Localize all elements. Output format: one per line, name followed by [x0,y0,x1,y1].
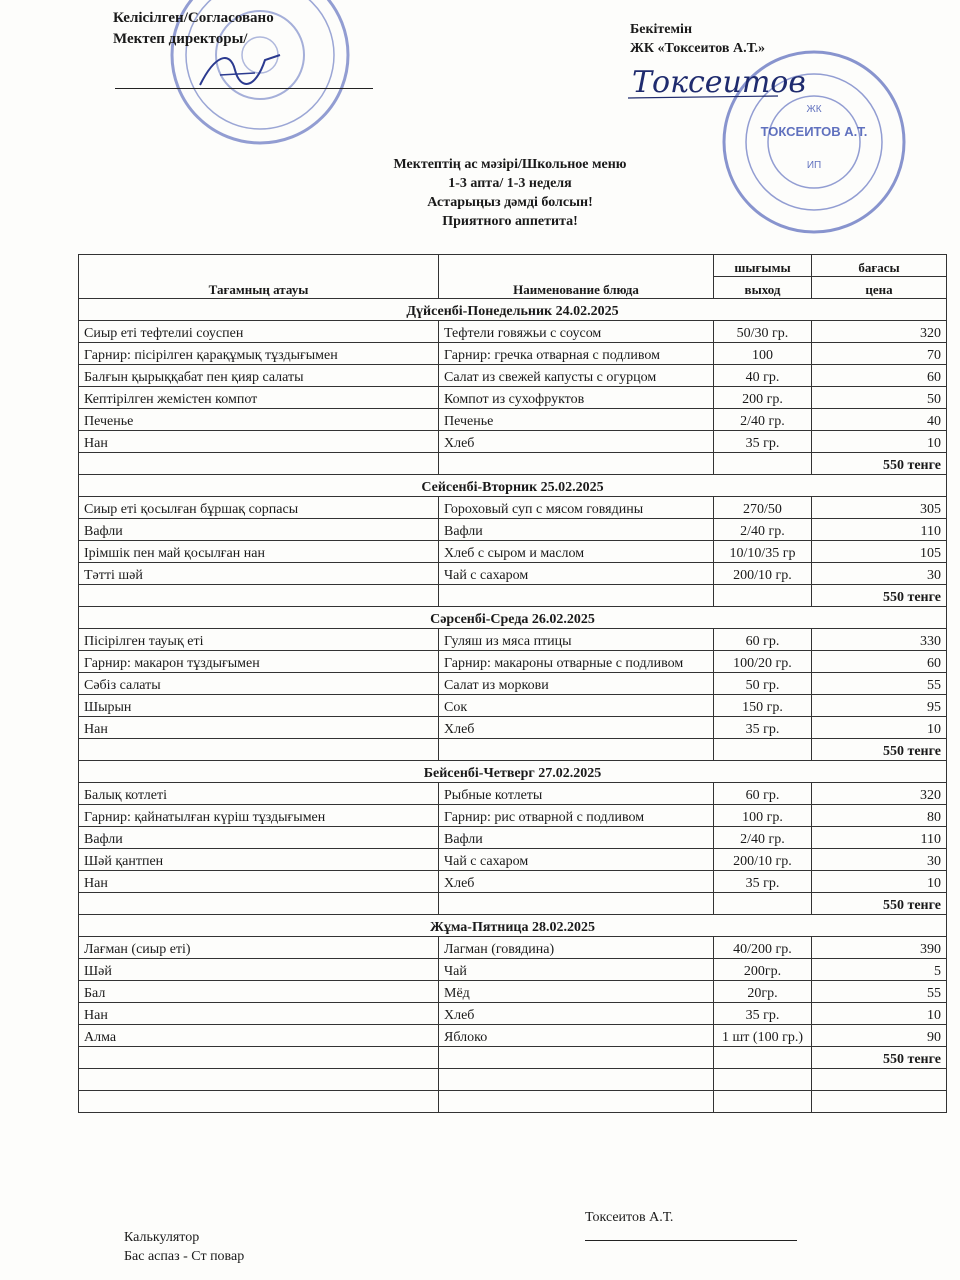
title-line-4: Приятного аппетита! [442,214,578,229]
day-total: 550 тенге [812,739,947,761]
table-row [79,805,947,827]
menu-title [300,155,720,231]
table-row [79,849,947,871]
dish-name-kz: Сиыр еті тефтелиі соуспен [79,321,439,343]
empty-cell [439,585,714,607]
director-signature-line [115,88,373,89]
dish-name-kz: Балғын қырыққабат пен қияр салаты [79,365,439,387]
dish-name-kz: Алма [79,1025,439,1047]
dish-price: 60 [812,651,947,673]
dish-name-ru: Хлеб [439,1003,714,1025]
dish-name-ru: Лагман (говядина) [439,937,714,959]
dish-name-kz: Вафли [79,519,439,541]
title-line-1: Мектептің ас мәзірі/Школьное меню [393,157,627,172]
dish-name-kz: Тәтті шәй [79,563,439,585]
dish-price: 10 [812,431,947,453]
col-header-price-kz: бағасы [812,255,947,277]
dish-name-ru: Компот из сухофруктов [439,387,714,409]
dish-price: 320 [812,783,947,805]
day-header-row [79,299,947,321]
stamp-text-top: ЖК [806,104,822,115]
dish-yield: 35 гр. [714,1003,812,1025]
dish-name-ru: Гарнир: макароны отварные с подливом [439,651,714,673]
dish-name-kz: Балық котлеті [79,783,439,805]
dish-name-ru: Чай [439,959,714,981]
dish-name-kz: Ірімшік пен май қосылған нан [79,541,439,563]
table-row [79,519,947,541]
table-row [79,1003,947,1025]
empty-cell [79,453,439,475]
footer-signer: Токсеитов А.Т. [585,1210,674,1225]
col-header-yield-kz: шығымы [714,255,812,277]
dish-price: 55 [812,981,947,1003]
table-row [79,431,947,453]
approved-label: Бекітемін [630,22,693,37]
dish-name-ru: Тефтели говяжьи с соусом [439,321,714,343]
table-row [79,1025,947,1047]
dish-name-kz: Шәй қантпен [79,849,439,871]
dish-yield: 60 гр. [714,783,812,805]
dish-price: 80 [812,805,947,827]
col-header-ru: Наименование блюда [439,255,714,299]
dish-name-kz: Сиыр еті қосылған бұршақ сорпасы [79,497,439,519]
dish-price: 90 [812,1025,947,1047]
day-total: 550 тенге [812,453,947,475]
dish-name-kz: Вафли [79,827,439,849]
empty-cell [79,893,439,915]
empty-cell [439,739,714,761]
dish-name-kz: Нан [79,1003,439,1025]
company-label: ЖК «Токсеитов А.Т.» [630,41,766,56]
dish-yield: 40 гр. [714,365,812,387]
dish-yield: 35 гр. [714,717,812,739]
table-row [79,937,947,959]
menu-table [78,254,947,1113]
dish-name-ru: Вафли [439,519,714,541]
dish-name-kz: Шырын [79,695,439,717]
dish-yield: 100/20 гр. [714,651,812,673]
table-row [79,783,947,805]
dish-name-ru: Хлеб [439,871,714,893]
day-total: 550 тенге [812,585,947,607]
footer-left [124,1228,244,1266]
dish-yield: 2/40 гр. [714,827,812,849]
dish-yield: 270/50 [714,497,812,519]
empty-cell [714,739,812,761]
title-line-3: Астарыңыз дәмді болсын! [427,195,593,210]
dish-yield: 150 гр. [714,695,812,717]
dish-price: 40 [812,409,947,431]
dish-yield: 40/200 гр. [714,937,812,959]
dish-yield: 2/40 гр. [714,519,812,541]
dish-price: 30 [812,849,947,871]
day-title: Бейсенбі-Четверг 27.02.2025 [79,761,947,783]
dish-name-ru: Яблоко [439,1025,714,1047]
empty-cell [714,893,812,915]
dish-name-ru: Гарнир: рис отварной с подливом [439,805,714,827]
dish-price: 110 [812,519,947,541]
dish-yield: 200/10 гр. [714,849,812,871]
table-row [79,387,947,409]
total-row [79,1047,947,1069]
dish-name-kz: Нан [79,431,439,453]
dish-name-ru: Печенье [439,409,714,431]
day-title: Сәрсенбі-Среда 26.02.2025 [79,607,947,629]
total-row [79,585,947,607]
day-total: 550 тенге [812,893,947,915]
table-row [79,673,947,695]
chef-label: Бас аспаз - Ст повар [124,1249,245,1264]
dish-price: 5 [812,959,947,981]
dish-name-ru: Мёд [439,981,714,1003]
day-header-row [79,761,947,783]
dish-yield: 60 гр. [714,629,812,651]
menu-body [79,299,947,1069]
table-row [79,409,947,431]
dish-name-ru: Чай с сахаром [439,563,714,585]
dish-yield: 200 гр. [714,387,812,409]
dish-price: 320 [812,321,947,343]
footer-signature-line [585,1240,797,1241]
dish-yield: 200гр. [714,959,812,981]
dish-price: 390 [812,937,947,959]
day-title: Сейсенбі-Вторник 25.02.2025 [79,475,947,497]
dish-price: 10 [812,871,947,893]
blank-row [79,1091,947,1113]
stamp-text-name: ТОКСЕИТОВ А.Т. [760,124,868,139]
empty-cell [79,739,439,761]
dish-name-ru: Салат из свежей капусты с огурцом [439,365,714,387]
col-header-yield-ru: выход [714,277,812,299]
title-line-2: 1-3 апта/ 1-3 неделя [448,176,572,191]
dish-name-kz: Пісірілген тауық еті [79,629,439,651]
dish-name-kz: Сәбіз салаты [79,673,439,695]
dish-name-ru: Гуляш из мяса птицы [439,629,714,651]
col-header-price-ru: цена [812,277,947,299]
dish-yield: 2/40 гр. [714,409,812,431]
empty-cell [439,893,714,915]
dish-name-kz: Нан [79,871,439,893]
dish-name-kz: Гарнир: пісірілген қарақұмық тұздығымен [79,343,439,365]
day-header-row [79,915,947,937]
day-header-row [79,607,947,629]
stamp-text-bottom: ИП [806,160,822,171]
dish-yield: 10/10/35 гр [714,541,812,563]
dish-name-kz: Нан [79,717,439,739]
empty-cell [79,585,439,607]
table-row [79,981,947,1003]
dish-name-ru: Чай с сахаром [439,849,714,871]
empty-cell [714,1047,812,1069]
table-row [79,563,947,585]
approval-block [113,8,274,50]
dish-yield: 35 гр. [714,431,812,453]
dish-name-ru: Хлеб с сыром и маслом [439,541,714,563]
owner-signature-text: Токсеитов [632,65,806,100]
dish-yield: 100 [714,343,812,365]
dish-yield: 200/10 гр. [714,563,812,585]
dish-name-ru: Хлеб [439,717,714,739]
dish-price: 105 [812,541,947,563]
empty-cell [439,453,714,475]
col-header-kz: Тағамның атауы [79,255,439,299]
dish-name-kz: Бал [79,981,439,1003]
table-row [79,365,947,387]
table-row [79,959,947,981]
dish-name-kz: Кептірілген жемістен компот [79,387,439,409]
dish-price: 70 [812,343,947,365]
dish-yield: 50/30 гр. [714,321,812,343]
day-header-row [79,475,947,497]
total-row [79,739,947,761]
dish-yield: 20гр. [714,981,812,1003]
table-row [79,629,947,651]
approval-label: Келісілген/Согласовано [113,10,274,26]
dish-name-ru: Гарнир: гречка отварная с подливом [439,343,714,365]
empty-cell [714,585,812,607]
day-title: Дүйсенбі-Понедельник 24.02.2025 [79,299,947,321]
director-label: Мектеп директоры/ [113,31,248,47]
dish-name-kz: Лағман (сиыр еті) [79,937,439,959]
total-row [79,893,947,915]
dish-price: 10 [812,717,947,739]
dish-price: 50 [812,387,947,409]
owner-signature [628,56,806,106]
table-row [79,651,947,673]
table-row [79,497,947,519]
table-row [79,695,947,717]
dish-name-kz: Гарнир: қайнатылған күріш тұздығымен [79,805,439,827]
dish-name-ru: Хлеб [439,431,714,453]
empty-cell [79,1047,439,1069]
dish-price: 30 [812,563,947,585]
day-total: 550 тенге [812,1047,947,1069]
dish-name-ru: Салат из моркови [439,673,714,695]
table-row [79,871,947,893]
dish-name-ru: Сок [439,695,714,717]
dish-price: 55 [812,673,947,695]
dish-price: 110 [812,827,947,849]
dish-yield: 50 гр. [714,673,812,695]
dish-price: 330 [812,629,947,651]
dish-name-kz: Шәй [79,959,439,981]
dish-yield: 100 гр. [714,805,812,827]
total-row [79,453,947,475]
dish-price: 60 [812,365,947,387]
dish-yield: 35 гр. [714,871,812,893]
dish-name-ru: Гороховый суп с мясом говядины [439,497,714,519]
empty-cell [439,1047,714,1069]
table-row [79,827,947,849]
table-row [79,321,947,343]
dish-name-ru: Рыбные котлеты [439,783,714,805]
dish-name-ru: Вафли [439,827,714,849]
blank-row [79,1069,947,1091]
dish-price: 10 [812,1003,947,1025]
empty-cell [714,453,812,475]
table-row [79,541,947,563]
dish-price: 95 [812,695,947,717]
table-row [79,717,947,739]
dish-yield: 1 шт (100 гр.) [714,1025,812,1047]
dish-name-kz: Печенье [79,409,439,431]
calculator-label: Калькулятор [124,1230,200,1245]
day-title: Жұма-Пятница 28.02.2025 [79,915,947,937]
dish-price: 305 [812,497,947,519]
dish-name-kz: Гарнир: макарон тұздығымен [79,651,439,673]
table-row [79,343,947,365]
